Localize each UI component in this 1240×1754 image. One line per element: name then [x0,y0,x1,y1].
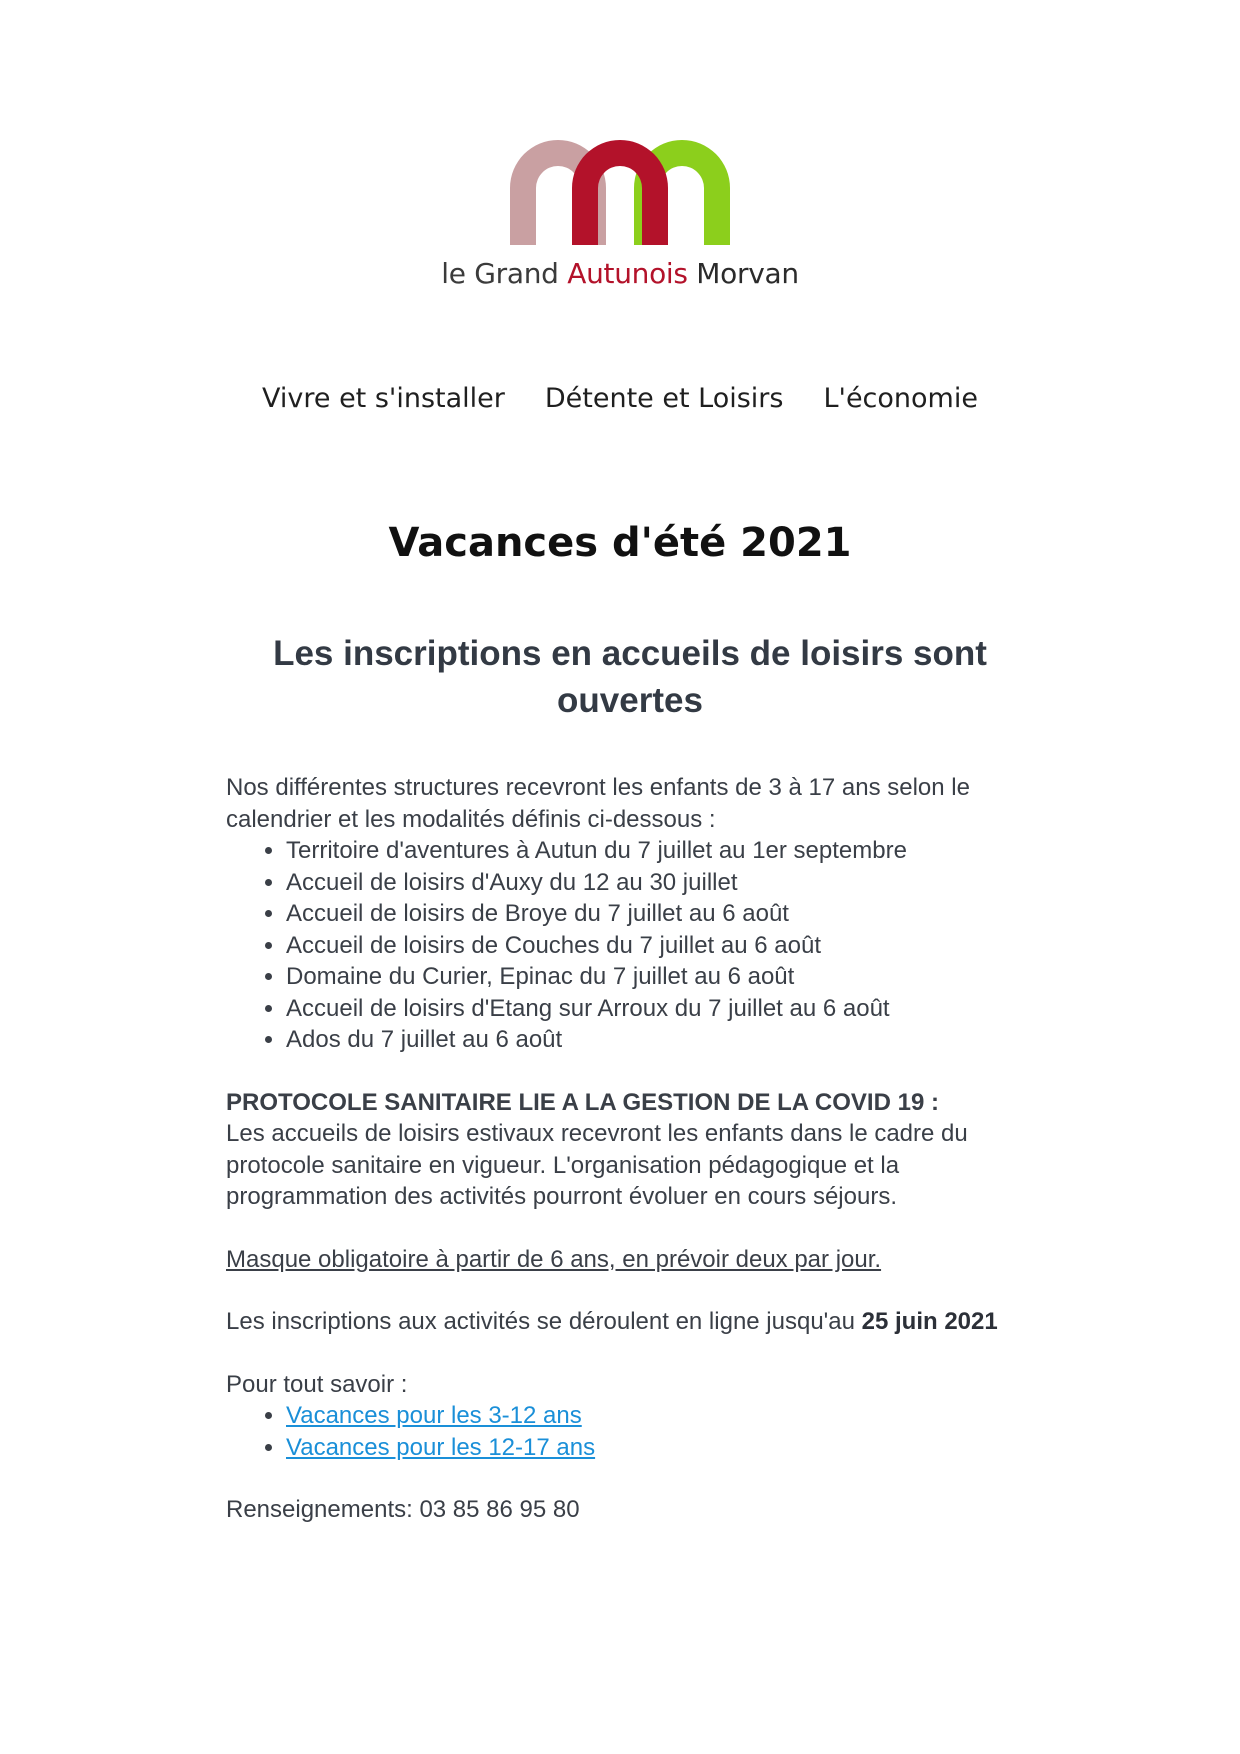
site-header [0,140,1240,290]
more-info-label: Pour tout savoir : [226,1370,408,1398]
brand-name-part3: Morvan [687,257,799,290]
page-subtitle: Les inscriptions en accueils de loisirs sont ouvertes [273,634,987,720]
protocol-text: Les accueils de loisirs estivaux recevront les enfants dans le cadre du protocole sanitaire en vigueur. L'organisation pédagogique et la programmation des activités pourront évoluer en cours séjours. [226,1120,968,1210]
link-vacances-3-12[interactable]: Vacances pour les 3-12 ans [286,1402,582,1429]
registration-text: Les inscriptions aux activités se déroulent en ligne jusqu'au [226,1308,862,1335]
registration-info [226,1306,1056,1338]
mask-notice: Masque obligatoire à partir de 6 ans, en prévoir deux par jour. [226,1245,882,1273]
nav-item-detente[interactable]: Détente et Loisirs [544,383,784,414]
list-item: • Accueil de loisirs de Broye du 7 juillet au 6 août [286,898,1056,930]
brand-name [0,257,1240,290]
intro-text: Nos différentes structures recevront les enfants de 3 à 17 ans selon le calendrier et les modalités définis ci-dessous : [226,774,970,833]
brand-logo-icon[interactable] [510,140,730,245]
main-nav [0,383,1240,414]
contact-info: Renseignements: 03 85 86 95 80 [226,1496,580,1523]
structures-list [226,835,1056,1056]
list-item: • Accueil de loisirs de Couches du 7 juillet au 6 août [286,930,1056,962]
list-item: • Ados du 7 juillet au 6 août [286,1024,1056,1056]
list-item: • Accueil de loisirs d'Auxy du 12 au 30 juillet [286,867,1056,899]
brand-name-part1: le Grand [441,257,568,290]
nav-item-economie[interactable]: L'économie [823,383,978,414]
list-item: • Domaine du Curier, Epinac du 7 juillet au 6 août [286,961,1056,993]
protocol-title: PROTOCOLE SANITAIRE LIE A LA GESTION DE LA COVID 19 : [226,1088,939,1116]
article-content [226,772,1056,1526]
registration-date: 25 juin 2021 [861,1308,998,1335]
page-title: Vacances d'été 2021 [388,520,852,566]
info-links-list [226,1400,1056,1463]
list-item: • Territoire d'aventures à Autun du 7 juillet au 1er septembre [286,835,1056,867]
list-item [286,1432,1056,1464]
brand-name-part2: Autunois [567,257,688,290]
link-vacances-12-17[interactable]: Vacances pour les 12-17 ans [286,1433,596,1461]
nav-item-vivre[interactable]: Vivre et s'installer [262,383,505,414]
list-item [286,1400,1056,1432]
list-item: • Accueil de loisirs d'Etang sur Arroux du 7 juillet au 6 août [286,993,1056,1025]
